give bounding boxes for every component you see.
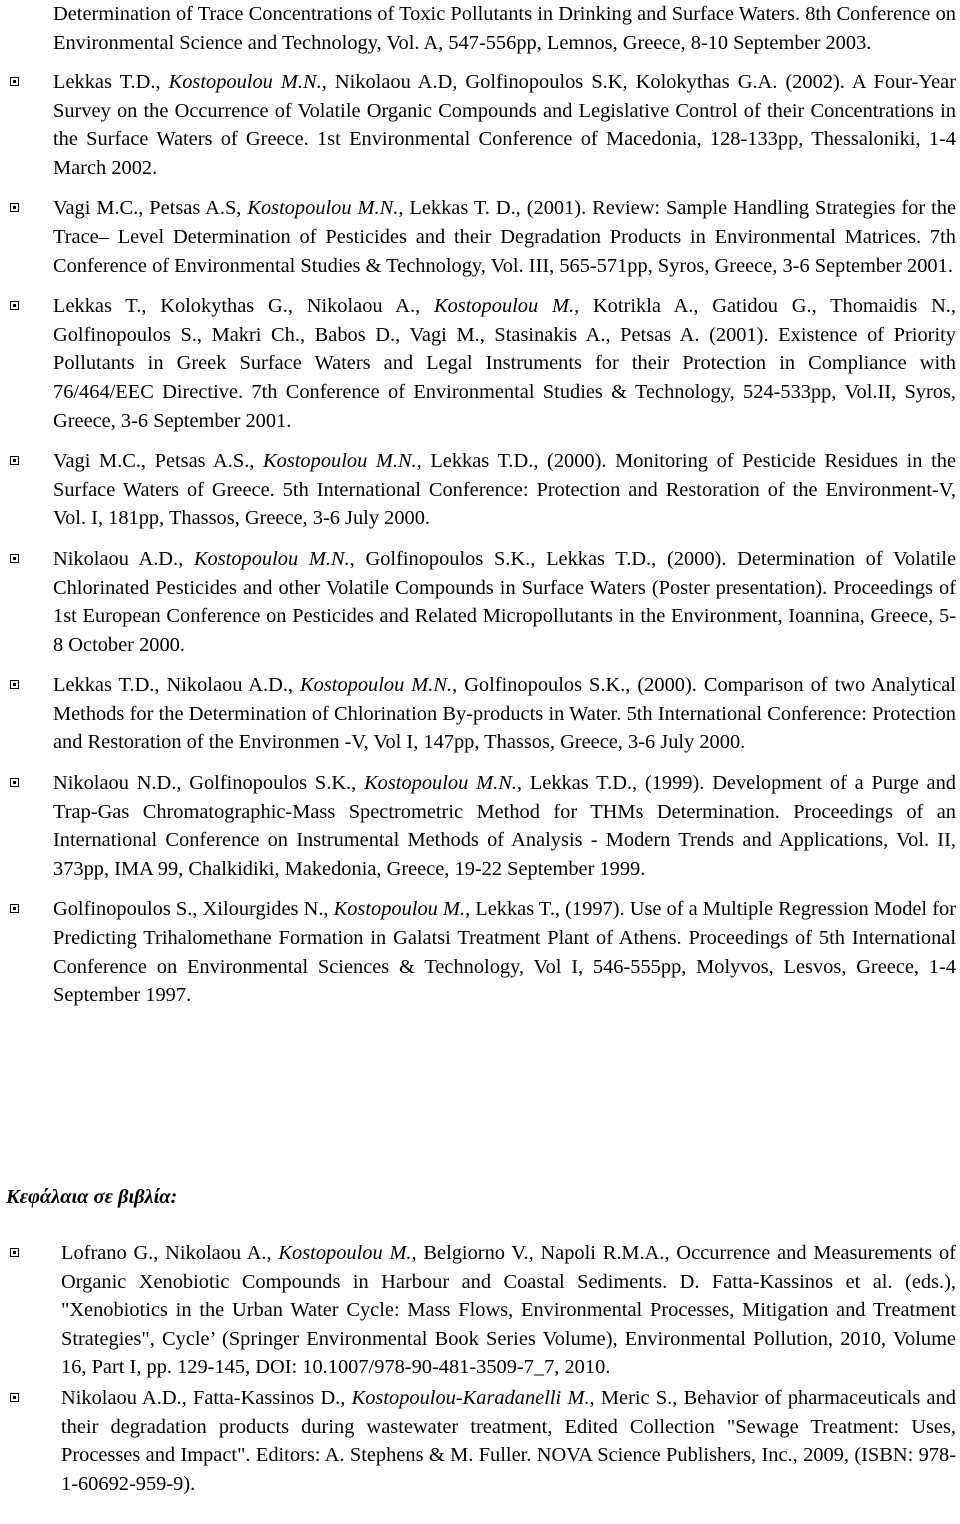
reference-item: [0, 545, 960, 659]
reference-continuation: Determination of Trace Concentrations of Toxic Pollutants in Drinking and Surface Waters. 8th Conference on Environmental Science and Technology, Vol. A, 547-556pp, Lemnos, Greece, 8-10 September 2003.: [53, 3, 956, 54]
reference-authors-before: Nikolaou A.D., Fatta-Kassinos D.,: [61, 1386, 352, 1409]
reference-details: , Lekkas T.D., (2000). Monitoring of Pesticide Residues in the Surface Waters of Greece. 5th International Conference: Protection and Restoration of the Environment-V, Vol. I, 181pp, Thassos, Greece, 3-6 July 2000.: [53, 450, 956, 530]
reference-authors-before: Golfinopoulos S., Xilourgides N.,: [53, 898, 334, 921]
square-bullet-icon: [10, 203, 19, 212]
reference-highlighted-author: Kostopoulou M.: [433, 295, 575, 318]
reference-item: [0, 895, 960, 1009]
reference-highlighted-author: Kostopoulou M.N.: [263, 450, 417, 473]
reference-details: , Golfinopoulos S.K., Lekkas T.D., (2000). Determination of Volatile Chlorinated Pesticides and other Volatile Compounds in Surface Waters (Poster presentation). Proceedings of 1st European Conference on Pesticides and Related Micropollutants in the Environment, Ioannina, Greece, 5-8 October 2000.: [53, 547, 956, 656]
square-bullet-icon: [10, 778, 19, 787]
square-bullet-icon: [10, 77, 19, 86]
square-bullet-icon: [10, 456, 19, 465]
reference-details: , Lekkas T. D., (2001). Review: Sample Handling Strategies for the Trace– Level Determination of Pesticides and their Degradation Products in Environmental Matrices. 7th Conference of Environmental Studies & Technology, Vol. III, 565-571pp, Syros, Greece, 3-6 September 2001.: [53, 197, 957, 277]
reference-details: , Kotrikla A., Gatidou G., Thomaidis N., Golfinopoulos S., Makri Ch., Babos D., Vagi M., Stasinakis A., Petsas A. (2001). Existence of Priority Pollutants in Greek Surface Waters and Legal Instruments for their Protection in Compliance with 76/464/EEC Directive. 7th Conference of Environmental Studies & Technology, 524-533pp, Vol.II, Syros, Greece, 3-6 September 2001.: [53, 295, 956, 432]
book-chapter-list: [0, 1239, 960, 1500]
reference-authors-before: Lekkas T.D., Nikolaou A.D.,: [53, 674, 301, 697]
reference-item: [0, 68, 960, 182]
reference-highlighted-author: Kostopoulou-Karadanelli M.: [351, 1386, 590, 1409]
reference-highlighted-author: Kostopoulou M.: [278, 1242, 412, 1264]
reference-item: [0, 447, 960, 533]
reference-highlighted-author: Kostopoulou M.: [333, 898, 466, 921]
reference-item: [0, 292, 960, 435]
section-heading-book-chapters: Κεφάλαια σε βιβλία:: [6, 1186, 178, 1208]
reference-details: , Lekkas T., (1997). Use of a Multiple Regression Model for Predicting Trihalomethane Formation in Galatsi Treatment Plant of Athens. Proceedings of 5th International Conference on Environmental Sciences & Technology, Vol I, 546-555pp, Molyvos, Lesvos, Greece, 1-4 September 1997.: [53, 898, 956, 1007]
reference-details: Lekkas T.D., (1999). Development of a Purge and Trap-Gas Chromatographic-Mass Spectrometric Method for THMs Determination. Proceedings of an International Conference on Instrumental Methods of Analysis - Modern Trends and Applications, Vol. II, 373pp, IMA 99, Chalkidiki, Makedonia, Greece, 19-22 September 1999.: [53, 772, 956, 880]
reference-item: [0, 194, 960, 280]
reference-authors-before: Lekkas T.D.,: [53, 71, 169, 93]
reference-authors-before: Lekkas T., Kolokythas G., Nikolaou A.,: [53, 295, 434, 318]
reference-highlighted-author: Kostopoulou M.N.: [300, 674, 453, 697]
reference-highlighted-author: Kostopoulou M.N.: [168, 71, 322, 93]
reference-item: [0, 769, 960, 883]
reference-authors-before: Vagi M.C., Petsas A.S.,: [53, 450, 264, 473]
reference-authors-before: Vagi M.C., Petsas A.S,: [53, 197, 248, 220]
square-bullet-icon: [10, 301, 19, 310]
reference-item: [0, 671, 960, 757]
reference-authors-before: Nikolaou A.D.,: [53, 547, 194, 570]
reference-details: , Meric S., Behavior of pharmaceuticals and their degradation products during wastewater treatment, Edited Collection "Sewage Treatment: Uses, Processes and Impact". Editors: A. Stephens & M. Fuller. NOVA Science Publishers, Inc., 2009, (ISBN: 978-1-60692-959-9).: [61, 1386, 956, 1495]
reference-highlighted-author: Kostopoulou M.N.: [247, 197, 399, 220]
reference-details: , Golfinopoulos S.K., (2000). Comparison of two Analytical Methods for the Determination of Chlorination By-products in Water. 5th International Conference: Protection and Restoration of the Environmen -V, Vol I, 147pp, Thassos, Greece, 3-6 July 2000.: [53, 674, 956, 754]
square-bullet-icon: [10, 1248, 19, 1257]
reference-details: , Belgiorno V., Napoli R.M.A., Occurrence and Measurements of Organic Xenobiotic Compounds in Harbour and Coastal Sediments. D. Fatta-Kassinos et al. (eds.), "Xenobiotics in the Urban Water Cycle: Mass Flows, Environmental Processes, Mitigation and Treatment Strategies", Cycle’ (Springer Environmental Book Series Volume), Environmental Pollution, 2010, Volume 16, Part I, pp. 129-145, DOI: 10.1007/978-90-481-3509-7_7, 2010.: [61, 1242, 957, 1379]
reference-authors-before: Nikolaou N.D., Golfinopoulos S.K.,: [53, 772, 365, 795]
reference-authors-before: Lofrano G., Nikolaou A.,: [61, 1242, 279, 1264]
conference-reference-list: [0, 68, 960, 1022]
book-chapter-item: [0, 1239, 960, 1382]
square-bullet-icon: [10, 554, 19, 563]
square-bullet-icon: [10, 680, 19, 689]
reference-details: , Nikolaou A.D, Golfinopoulos S.K, Kolokythas G.A. (2002). A Four-Year Survey on the Occurrence of Volatile Organic Compounds and Legislative Control of their Concentrations in the Surface Waters of Greece. 1st Environmental Conference of Macedonia, 128-133pp, Thessaloniki, 1-4 March 2002.: [53, 71, 956, 179]
square-bullet-icon: [10, 904, 19, 913]
reference-highlighted-author: Kostopoulou M.N.: [193, 547, 350, 570]
square-bullet-icon: [10, 1393, 19, 1402]
book-chapter-item: [0, 1384, 960, 1498]
reference-highlighted-author: Kostopoulou M.N.,: [364, 772, 523, 795]
